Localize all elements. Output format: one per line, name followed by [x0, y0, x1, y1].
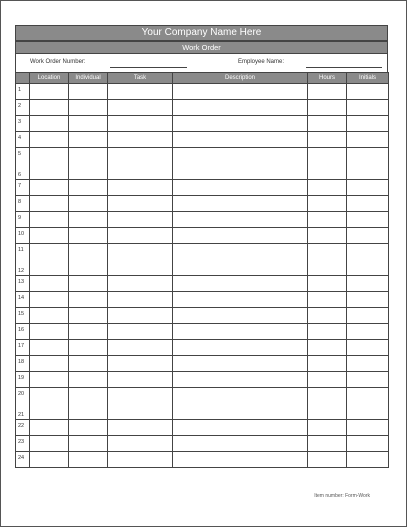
table-header-row — [16, 73, 389, 84]
cell-hours[interactable] — [308, 372, 347, 388]
cell-task[interactable] — [108, 132, 173, 148]
cell-individual[interactable] — [69, 388, 108, 420]
cell-location[interactable] — [30, 100, 69, 116]
column-header-individual: Individual — [69, 73, 108, 84]
row-number: 6 — [18, 172, 22, 178]
cell-individual[interactable] — [69, 116, 108, 132]
cell-hours[interactable] — [308, 308, 347, 324]
table-row — [16, 340, 389, 356]
employee-name-label: Employee Name: — [238, 59, 285, 65]
cell-task[interactable] — [108, 436, 173, 452]
row-number-cell — [16, 324, 30, 340]
cell-individual[interactable] — [69, 180, 108, 196]
cell-individual[interactable] — [69, 420, 108, 436]
cell-initials[interactable] — [347, 228, 389, 244]
cell-description[interactable] — [173, 324, 308, 340]
cell-task[interactable] — [108, 100, 173, 116]
cell-initials[interactable] — [347, 356, 389, 372]
row-number: 23 — [18, 439, 25, 445]
cell-description[interactable] — [173, 420, 308, 436]
row-number-cell — [16, 372, 30, 388]
cell-hours[interactable] — [308, 340, 347, 356]
cell-task[interactable] — [108, 452, 173, 468]
row-number-cell — [16, 228, 30, 244]
cell-location[interactable] — [30, 340, 69, 356]
cell-location[interactable] — [30, 132, 69, 148]
row-number: 9 — [18, 215, 22, 221]
table-row — [16, 116, 389, 132]
row-number: 1 — [18, 87, 22, 93]
row-number-cell — [16, 420, 30, 436]
cell-individual[interactable] — [69, 292, 108, 308]
cell-description[interactable] — [173, 180, 308, 196]
cell-individual[interactable] — [69, 324, 108, 340]
cell-location[interactable] — [30, 308, 69, 324]
row-number-cell — [16, 148, 30, 180]
cell-description[interactable] — [173, 84, 308, 100]
column-header-initials: Initials — [347, 73, 389, 84]
cell-task[interactable] — [108, 420, 173, 436]
cell-individual[interactable] — [69, 308, 108, 324]
cell-hours[interactable] — [308, 132, 347, 148]
cell-location[interactable] — [30, 116, 69, 132]
cell-location[interactable] — [30, 148, 69, 180]
cell-initials[interactable] — [347, 244, 389, 276]
cell-individual[interactable] — [69, 84, 108, 100]
cell-individual[interactable] — [69, 244, 108, 276]
cell-description[interactable] — [173, 100, 308, 116]
cell-task[interactable] — [108, 116, 173, 132]
cell-individual[interactable] — [69, 212, 108, 228]
cell-location[interactable] — [30, 244, 69, 276]
cell-initials[interactable] — [347, 116, 389, 132]
cell-description[interactable] — [173, 148, 308, 180]
cell-hours[interactable] — [308, 180, 347, 196]
row-number: 16 — [18, 327, 25, 333]
cell-hours[interactable] — [308, 84, 347, 100]
row-number-cell — [16, 388, 30, 420]
row-number: 10 — [18, 231, 25, 237]
cell-individual[interactable] — [69, 372, 108, 388]
row-number: 20 — [18, 391, 25, 397]
row-number: 19 — [18, 375, 25, 381]
cell-initials[interactable] — [347, 436, 389, 452]
cell-location[interactable] — [30, 452, 69, 468]
cell-location[interactable] — [30, 196, 69, 212]
cell-hours[interactable] — [308, 388, 347, 420]
cell-description[interactable] — [173, 356, 308, 372]
cell-location[interactable] — [30, 276, 69, 292]
work-order-number-label: Work Order Number: — [30, 59, 86, 65]
table-row — [16, 388, 389, 420]
cell-description[interactable] — [173, 212, 308, 228]
cell-initials[interactable] — [347, 420, 389, 436]
table-row — [16, 420, 389, 436]
cell-description[interactable] — [173, 436, 308, 452]
table-row — [16, 212, 389, 228]
row-number-cell — [16, 308, 30, 324]
table-row — [16, 180, 389, 196]
cell-hours[interactable] — [308, 212, 347, 228]
table-row — [16, 148, 389, 180]
table-row — [16, 244, 389, 276]
cell-task[interactable] — [108, 196, 173, 212]
cell-description[interactable] — [173, 196, 308, 212]
cell-description[interactable] — [173, 340, 308, 356]
info-row — [15, 54, 388, 72]
cell-initials[interactable] — [347, 212, 389, 228]
cell-initials[interactable] — [347, 148, 389, 180]
footer-item-number: Item number: Form-Work — [314, 493, 370, 499]
row-number-cell — [16, 116, 30, 132]
row-number-cell — [16, 180, 30, 196]
cell-location[interactable] — [30, 372, 69, 388]
column-header-location: Location — [30, 73, 69, 84]
cell-description[interactable] — [173, 116, 308, 132]
cell-description[interactable] — [173, 372, 308, 388]
row-number-cell — [16, 100, 30, 116]
row-number: 4 — [18, 135, 22, 141]
cell-hours[interactable] — [308, 436, 347, 452]
cell-initials[interactable] — [347, 100, 389, 116]
cell-individual[interactable] — [69, 276, 108, 292]
work-order-table — [15, 72, 389, 468]
row-number: 12 — [18, 268, 25, 274]
row-number-cell — [16, 276, 30, 292]
cell-initials[interactable] — [347, 308, 389, 324]
cell-task[interactable] — [108, 340, 173, 356]
table-row — [16, 436, 389, 452]
cell-initials[interactable] — [347, 84, 389, 100]
cell-description[interactable] — [173, 292, 308, 308]
cell-description[interactable] — [173, 452, 308, 468]
row-number: 8 — [18, 199, 22, 205]
cell-location[interactable] — [30, 292, 69, 308]
row-number-cell — [16, 244, 30, 276]
row-number: 11 — [18, 247, 24, 253]
cell-location[interactable] — [30, 388, 69, 420]
cell-location[interactable] — [30, 356, 69, 372]
column-header-description: Description — [173, 73, 308, 84]
cell-hours[interactable] — [308, 244, 347, 276]
cell-hours[interactable] — [308, 148, 347, 180]
cell-description[interactable] — [173, 244, 308, 276]
cell-task[interactable] — [108, 212, 173, 228]
table-row — [16, 308, 389, 324]
row-number: 24 — [18, 455, 25, 461]
row-number: 15 — [18, 311, 25, 317]
table-row — [16, 372, 389, 388]
cell-hours[interactable] — [308, 276, 347, 292]
table-row — [16, 84, 389, 100]
cell-individual[interactable] — [69, 436, 108, 452]
cell-individual[interactable] — [69, 100, 108, 116]
cell-location[interactable] — [30, 324, 69, 340]
cell-description[interactable] — [173, 132, 308, 148]
table-row — [16, 228, 389, 244]
cell-location[interactable] — [30, 180, 69, 196]
table-row — [16, 132, 389, 148]
cell-individual[interactable] — [69, 228, 108, 244]
cell-task[interactable] — [108, 356, 173, 372]
cell-hours[interactable] — [308, 452, 347, 468]
table-row — [16, 292, 389, 308]
table-row — [16, 196, 389, 212]
work-order-number-field[interactable] — [110, 67, 187, 68]
column-header-hours: Hours — [308, 73, 347, 84]
form-title-bar: Work Order — [15, 41, 388, 54]
cell-description[interactable] — [173, 228, 308, 244]
column-header-task: Task — [108, 73, 173, 84]
table-row — [16, 324, 389, 340]
cell-task[interactable] — [108, 244, 173, 276]
table-row — [16, 276, 389, 292]
cell-initials[interactable] — [347, 340, 389, 356]
cell-initials[interactable] — [347, 324, 389, 340]
employee-name-field[interactable] — [306, 67, 382, 68]
table-row — [16, 100, 389, 116]
cell-initials[interactable] — [347, 388, 389, 420]
cell-location[interactable] — [30, 420, 69, 436]
row-number: 5 — [18, 151, 22, 157]
row-number: 14 — [18, 295, 25, 301]
row-number-cell — [16, 132, 30, 148]
cell-individual[interactable] — [69, 452, 108, 468]
cell-initials[interactable] — [347, 132, 389, 148]
cell-hours[interactable] — [308, 116, 347, 132]
row-number: 2 — [18, 103, 22, 109]
cell-hours[interactable] — [308, 228, 347, 244]
cell-task[interactable] — [108, 372, 173, 388]
cell-description[interactable] — [173, 388, 308, 420]
cell-task[interactable] — [108, 324, 173, 340]
row-number-cell — [16, 340, 30, 356]
table-row — [16, 356, 389, 372]
cell-description[interactable] — [173, 308, 308, 324]
cell-individual[interactable] — [69, 340, 108, 356]
cell-initials[interactable] — [347, 372, 389, 388]
cell-individual[interactable] — [69, 356, 108, 372]
row-number-cell — [16, 84, 30, 100]
row-number-cell — [16, 292, 30, 308]
row-number: 21 — [18, 412, 25, 418]
cell-hours[interactable] — [308, 196, 347, 212]
row-number: 22 — [18, 423, 25, 429]
row-number: 18 — [18, 359, 25, 365]
cell-location[interactable] — [30, 436, 69, 452]
cell-initials[interactable] — [347, 180, 389, 196]
cell-task[interactable] — [108, 388, 173, 420]
row-number-cell — [16, 212, 30, 228]
cell-task[interactable] — [108, 276, 173, 292]
row-number: 17 — [18, 343, 25, 349]
cell-location[interactable] — [30, 84, 69, 100]
cell-task[interactable] — [108, 180, 173, 196]
row-number: 13 — [18, 279, 25, 285]
cell-initials[interactable] — [347, 276, 389, 292]
row-number: 7 — [18, 183, 22, 189]
cell-hours[interactable] — [308, 100, 347, 116]
row-number: 3 — [18, 119, 22, 125]
row-number-header — [16, 73, 30, 84]
cell-individual[interactable] — [69, 196, 108, 212]
cell-description[interactable] — [173, 276, 308, 292]
cell-initials[interactable] — [347, 196, 389, 212]
cell-initials[interactable] — [347, 292, 389, 308]
cell-hours[interactable] — [308, 356, 347, 372]
cell-task[interactable] — [108, 84, 173, 100]
cell-initials[interactable] — [347, 452, 389, 468]
company-name-bar: Your Company Name Here — [15, 25, 388, 41]
row-number-cell — [16, 196, 30, 212]
cell-location[interactable] — [30, 228, 69, 244]
row-number-cell — [16, 436, 30, 452]
cell-hours[interactable] — [308, 292, 347, 308]
cell-location[interactable] — [30, 212, 69, 228]
cell-task[interactable] — [108, 308, 173, 324]
table-row — [16, 452, 389, 468]
cell-hours[interactable] — [308, 420, 347, 436]
row-number-cell — [16, 452, 30, 468]
cell-task[interactable] — [108, 148, 173, 180]
cell-individual[interactable] — [69, 132, 108, 148]
cell-task[interactable] — [108, 292, 173, 308]
row-number-cell — [16, 356, 30, 372]
cell-individual[interactable] — [69, 148, 108, 180]
cell-task[interactable] — [108, 228, 173, 244]
cell-hours[interactable] — [308, 324, 347, 340]
